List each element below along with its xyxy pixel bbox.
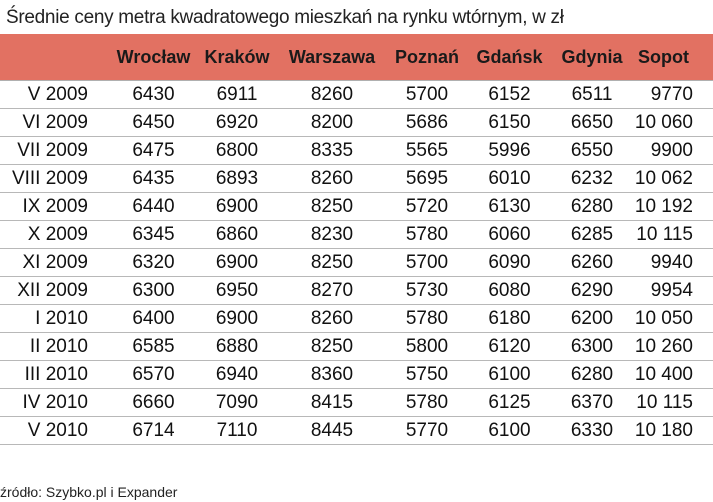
price-cell: 10 115	[632, 221, 713, 249]
price-cell: 6370	[552, 389, 632, 417]
price-cell: 6900	[197, 193, 277, 221]
price-table	[0, 34, 713, 445]
price-cell: 8270	[277, 277, 387, 305]
price-cell: 8335	[277, 137, 387, 165]
price-cell: 6511	[552, 81, 632, 109]
table-row	[0, 389, 713, 417]
price-cell: 6585	[110, 333, 197, 361]
period-label: IX 2009	[0, 193, 110, 221]
price-cell: 5750	[387, 361, 467, 389]
table-row	[0, 221, 713, 249]
column-header: Wrocław	[110, 34, 197, 81]
price-cell: 6080	[467, 277, 552, 305]
price-cell: 7110	[197, 417, 277, 445]
price-cell: 5996	[467, 137, 552, 165]
price-cell: 6880	[197, 333, 277, 361]
price-cell: 10 192	[632, 193, 713, 221]
price-cell: 6345	[110, 221, 197, 249]
price-cell: 6280	[552, 193, 632, 221]
period-label: VIII 2009	[0, 165, 110, 193]
table-row	[0, 249, 713, 277]
source-note: źródło: Szybko.pl i Expander	[0, 484, 178, 500]
price-cell: 8360	[277, 361, 387, 389]
chart-title: Średnie ceny metra kwadratowego mieszkań na rynku wtórnym, w zł	[6, 7, 564, 28]
price-cell: 6300	[552, 333, 632, 361]
price-cell: 6650	[552, 109, 632, 137]
price-cell: 5565	[387, 137, 467, 165]
price-cell: 8250	[277, 333, 387, 361]
price-cell: 6435	[110, 165, 197, 193]
column-header	[0, 34, 110, 81]
table-row	[0, 165, 713, 193]
period-label: XII 2009	[0, 277, 110, 305]
period-label: V 2010	[0, 417, 110, 445]
column-header: Sopot	[632, 34, 713, 81]
price-cell: 8415	[277, 389, 387, 417]
column-header: Warszawa	[277, 34, 387, 81]
price-cell: 8230	[277, 221, 387, 249]
price-cell: 8260	[277, 165, 387, 193]
price-cell: 6940	[197, 361, 277, 389]
price-cell: 6450	[110, 109, 197, 137]
price-cell: 8250	[277, 249, 387, 277]
price-cell: 6150	[467, 109, 552, 137]
price-cell: 8260	[277, 81, 387, 109]
price-cell: 8200	[277, 109, 387, 137]
price-cell: 6430	[110, 81, 197, 109]
table-row	[0, 81, 713, 109]
price-cell: 6280	[552, 361, 632, 389]
period-label: X 2009	[0, 221, 110, 249]
price-cell: 6130	[467, 193, 552, 221]
price-cell: 8250	[277, 193, 387, 221]
table-row	[0, 305, 713, 333]
price-cell: 10 050	[632, 305, 713, 333]
price-cell: 5686	[387, 109, 467, 137]
price-cell: 6714	[110, 417, 197, 445]
period-label: III 2010	[0, 361, 110, 389]
price-cell: 6330	[552, 417, 632, 445]
column-header: Poznań	[387, 34, 467, 81]
price-cell: 6950	[197, 277, 277, 305]
period-label: VI 2009	[0, 109, 110, 137]
price-cell: 6010	[467, 165, 552, 193]
price-cell: 6120	[467, 333, 552, 361]
price-cell: 10 115	[632, 389, 713, 417]
price-cell: 9940	[632, 249, 713, 277]
table-row	[0, 333, 713, 361]
price-cell: 5700	[387, 249, 467, 277]
price-cell: 6180	[467, 305, 552, 333]
period-label: V 2009	[0, 81, 110, 109]
table-body	[0, 81, 713, 445]
table-row	[0, 361, 713, 389]
price-cell: 5780	[387, 389, 467, 417]
period-label: VII 2009	[0, 137, 110, 165]
price-cell: 9954	[632, 277, 713, 305]
table-row	[0, 137, 713, 165]
price-cell: 8260	[277, 305, 387, 333]
price-cell: 10 060	[632, 109, 713, 137]
price-cell: 5695	[387, 165, 467, 193]
price-cell: 5720	[387, 193, 467, 221]
price-cell: 6570	[110, 361, 197, 389]
price-cell: 6100	[467, 417, 552, 445]
price-cell: 6900	[197, 305, 277, 333]
price-cell: 5780	[387, 305, 467, 333]
price-cell: 6920	[197, 109, 277, 137]
column-header: Gdynia	[552, 34, 632, 81]
price-cell: 6550	[552, 137, 632, 165]
header-row	[0, 34, 713, 81]
period-label: II 2010	[0, 333, 110, 361]
price-cell: 6090	[467, 249, 552, 277]
table-row	[0, 277, 713, 305]
table-row	[0, 109, 713, 137]
price-cell: 10 180	[632, 417, 713, 445]
column-header: Gdańsk	[467, 34, 552, 81]
price-cell: 6152	[467, 81, 552, 109]
price-cell: 5770	[387, 417, 467, 445]
table-row	[0, 193, 713, 221]
price-cell: 10 400	[632, 361, 713, 389]
price-cell: 6475	[110, 137, 197, 165]
price-cell: 6911	[197, 81, 277, 109]
price-cell: 8445	[277, 417, 387, 445]
price-cell: 6100	[467, 361, 552, 389]
price-cell: 6400	[110, 305, 197, 333]
price-cell: 6300	[110, 277, 197, 305]
price-cell: 6232	[552, 165, 632, 193]
price-cell: 7090	[197, 389, 277, 417]
price-cell: 10 260	[632, 333, 713, 361]
price-cell: 6260	[552, 249, 632, 277]
price-cell: 6660	[110, 389, 197, 417]
price-cell: 6285	[552, 221, 632, 249]
column-header: Kraków	[197, 34, 277, 81]
price-cell: 6860	[197, 221, 277, 249]
price-cell: 6893	[197, 165, 277, 193]
price-cell: 5730	[387, 277, 467, 305]
table-row	[0, 417, 713, 445]
period-label: I 2010	[0, 305, 110, 333]
price-cell: 6800	[197, 137, 277, 165]
price-cell: 5700	[387, 81, 467, 109]
price-cell: 9770	[632, 81, 713, 109]
price-cell: 10 062	[632, 165, 713, 193]
price-cell: 6200	[552, 305, 632, 333]
price-cell: 6125	[467, 389, 552, 417]
price-cell: 6060	[467, 221, 552, 249]
price-cell: 6900	[197, 249, 277, 277]
period-label: IV 2010	[0, 389, 110, 417]
period-label: XI 2009	[0, 249, 110, 277]
price-cell: 9900	[632, 137, 713, 165]
price-cell: 6290	[552, 277, 632, 305]
price-cell: 5780	[387, 221, 467, 249]
price-cell: 6320	[110, 249, 197, 277]
price-cell: 5800	[387, 333, 467, 361]
price-cell: 6440	[110, 193, 197, 221]
